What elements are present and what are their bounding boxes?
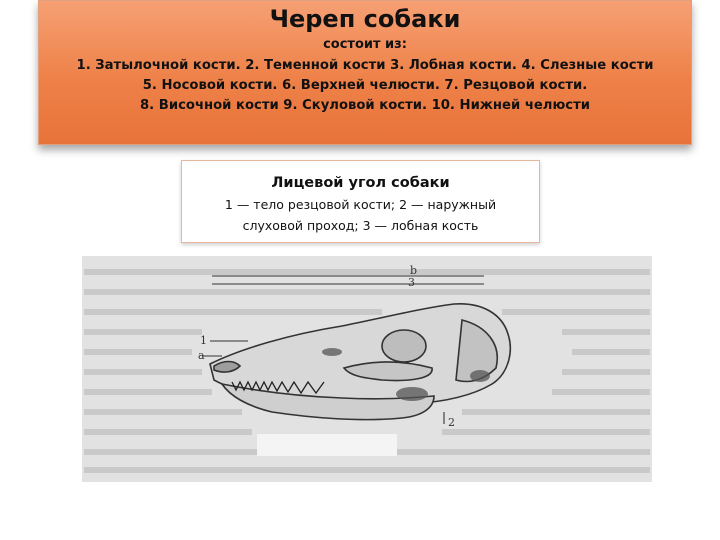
page-subtitle: состоит из: bbox=[323, 37, 407, 52]
figure-label-b: b bbox=[410, 264, 418, 277]
caption-line-1: 1 — тело резцовой кости; 2 — наружный bbox=[224, 197, 497, 212]
figure-caption-box bbox=[181, 160, 540, 243]
figure-label-3: 3 bbox=[408, 276, 415, 289]
bone-list-line-1: 1. Затылочной кости. 2. Теменной кости 3. Лобная кости. 4. Слезные кости bbox=[76, 58, 654, 73]
page-title: Череп собаки bbox=[269, 5, 461, 33]
bone-list-line-3: 8. Височной кости 9. Скуловой кости. 10. Нижней челюсти bbox=[140, 98, 590, 113]
figure-label-a: a bbox=[198, 349, 205, 362]
dog-skull-figure bbox=[82, 256, 652, 482]
bone-list-line-2: 5. Носовой кости. 6. Верхней челюсти. 7. Резцовой кости. bbox=[142, 78, 588, 93]
figure-label-2: 2 bbox=[448, 416, 455, 429]
title-banner bbox=[38, 0, 692, 145]
dog-skull-illustration bbox=[82, 256, 652, 482]
figure-label-1: 1 bbox=[200, 334, 207, 347]
caption-line-2: слуховой проход; 3 — лобная кость bbox=[242, 218, 479, 233]
skull-drawing bbox=[210, 304, 510, 420]
white-patch bbox=[257, 434, 397, 456]
caption-title: Лицевой угол собаки bbox=[271, 175, 450, 191]
